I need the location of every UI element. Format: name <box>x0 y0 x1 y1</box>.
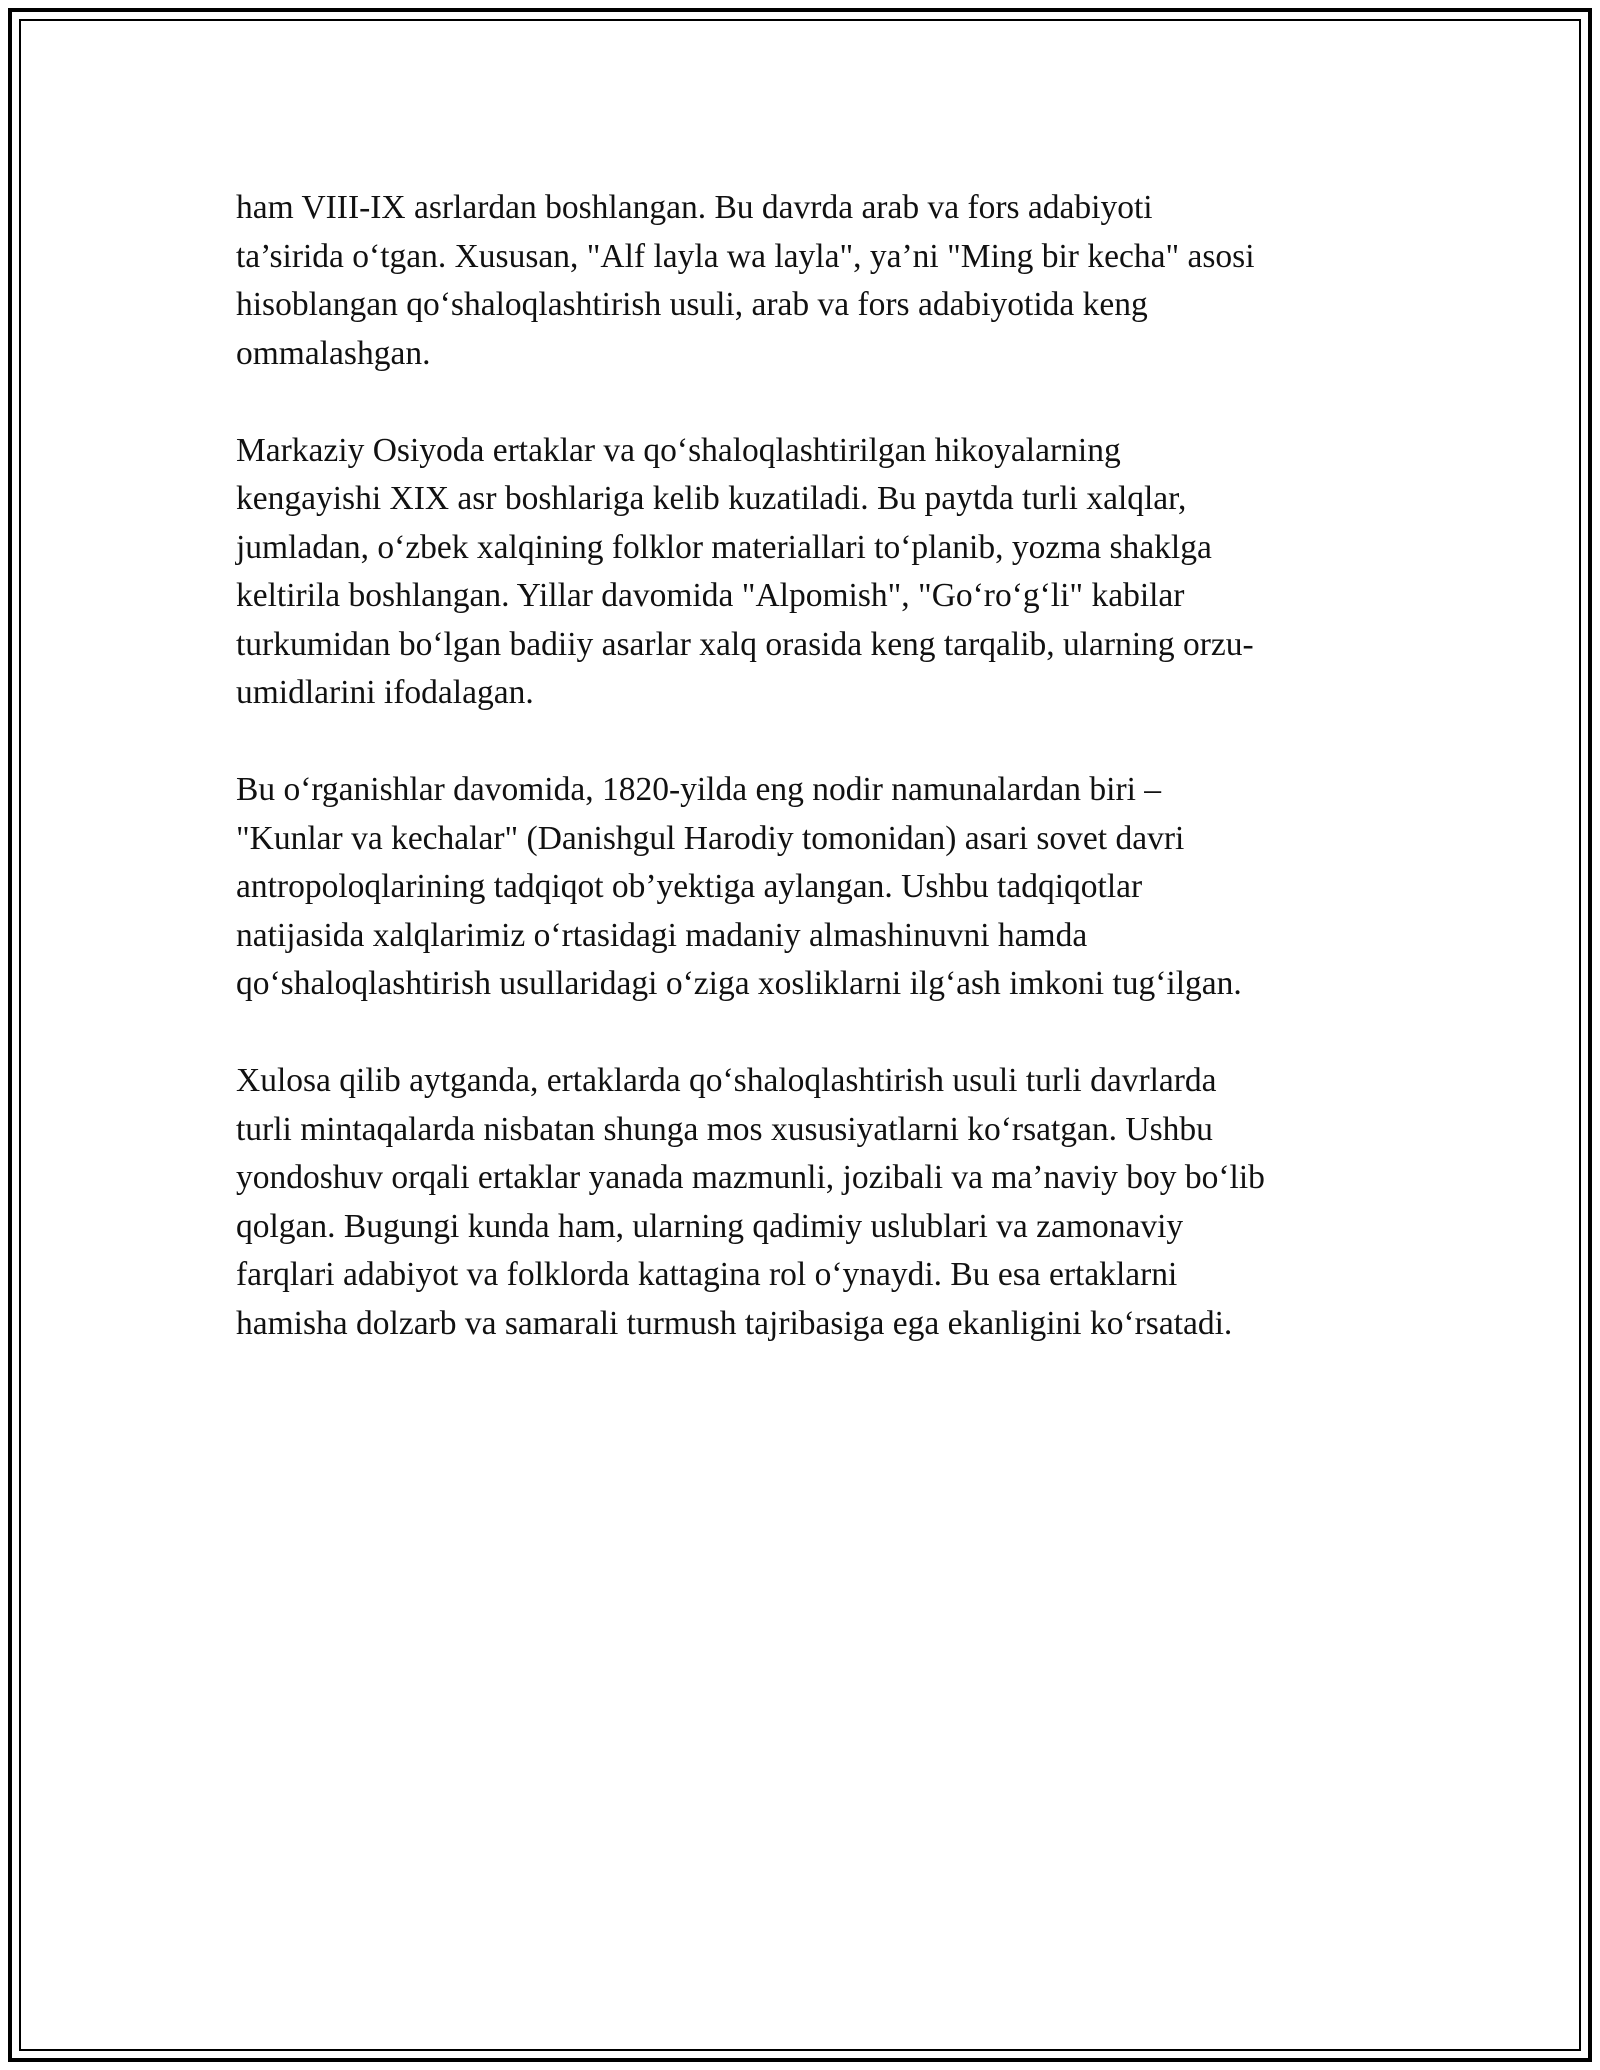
text-line: ommalashgan. <box>236 334 431 372</box>
text-line: umidlarini ifodalagan. <box>236 674 534 711</box>
text-line: turli mintaqalarda nisbatan shunga mos xususiyatlarni ko‘rsatgan. Ushbu <box>236 1110 1213 1148</box>
text-line: yondoshuv orqali ertaklar yanada mazmunli, jozibali va ma’naviy boy bo‘lib <box>236 1159 1265 1196</box>
text-line: jumladan, o‘zbek xalqining folklor materiallari to‘planib, yozma shaklga <box>236 528 1212 566</box>
document-body <box>236 184 1366 1397</box>
text-line: ham VIII-IX asrlardan boshlangan. Bu davrda arab va fors adabiyoti <box>236 189 1153 226</box>
text-line: turkumidan bo‘lgan badiiy asarlar xalq orasida keng tarqalib, ularning orzu- <box>236 625 1254 663</box>
text-line: Bu o‘rganishlar davomida, 1820-yilda eng nodir namunalardan biri – <box>236 771 1162 808</box>
text-line: farqlari adabiyot va folklorda kattagina rol o‘ynaydi. Bu esa ertaklarni <box>236 1256 1178 1293</box>
paragraph-1 <box>236 184 1366 378</box>
text-line: Xulosa qilib aytganda, ertaklarda qo‘shaloqlashtirish usuli turli davrlarda <box>236 1062 1217 1099</box>
text-line: qolgan. Bugungi kunda ham, ularning qadimiy uslublari va zamonaviy <box>236 1207 1184 1245</box>
text-line: ta’sirida o‘tgan. Xususan, "Alf layla wa layla", ya’ni "Ming bir kecha" asosi <box>236 237 1255 275</box>
paragraph-3 <box>236 766 1366 1009</box>
text-line: natijasida xalqlarimiz o‘rtasidagi madaniy almashinuvni hamda <box>236 916 1088 954</box>
text-line: "Kunlar va kechalar" (Danishgul Harodiy tomonidan) asari sovet davri <box>236 819 1185 857</box>
paragraph-2 <box>236 427 1366 718</box>
text-line: keltirila boshlangan. Yillar davomida "Alpomish", "Go‘ro‘g‘li" kabilar <box>236 577 1185 614</box>
text-line: kengayishi XIX asr boshlariga kelib kuzatiladi. Bu paytda turli xalqlar, <box>236 480 1187 517</box>
text-line: qo‘shaloqlashtirish usullaridagi o‘ziga xosliklarni ilg‘ash imkoni tug‘ilgan. <box>236 965 1242 1002</box>
text-line: antropoloqlarining tadqiqot ob’yektiga aylangan. Ushbu tadqiqotlar <box>236 868 1143 905</box>
text-line: hisoblangan qo‘shaloqlashtirish usuli, arab va fors adabiyotida keng <box>236 286 1148 323</box>
paragraph-4 <box>236 1057 1366 1348</box>
text-line: Markaziy Osiyoda ertaklar va qo‘shaloqlashtirilgan hikoyalarning <box>236 431 1121 469</box>
text-line: hamisha dolzarb va samarali turmush tajribasiga ega ekanligini ko‘rsatadi. <box>236 1304 1233 1342</box>
